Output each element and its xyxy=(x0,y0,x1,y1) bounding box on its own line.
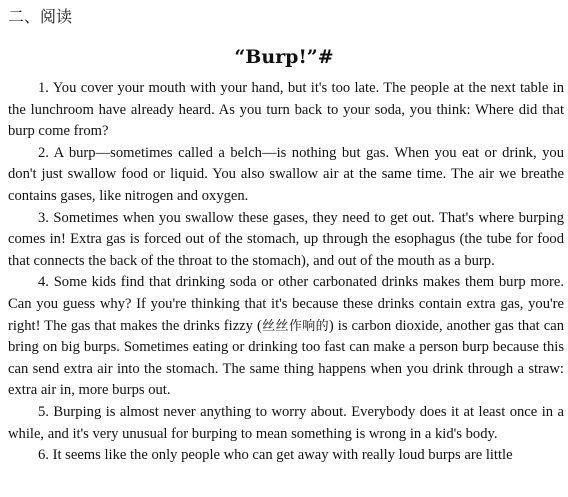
paragraph-5: 5. Burping is almost never anything to worry about. Everybody does it at least once in a while, and it's very unusual for burping to mean something is wrong in a kid's body. xyxy=(8,403,564,442)
article-body xyxy=(8,78,564,467)
paragraph-4-text-before: 4. Some kids find that drinking soda or other carbonated drinks makes them burp more. Can you guess why? If you're thinking that it's because these drinks contain extra gas, you're right! The gas that makes the drinks fizzy ( xyxy=(8,274,564,334)
paragraph-4 xyxy=(8,272,564,402)
paragraph-3: 3. Sometimes when you swallow these gases, they need to get out. That's where burping comes in! Extra gas is forced out of the stomach, up through the esophagus (the tube for food that connects the back of the throat to the stomach), and out of the mouth as a burp. xyxy=(8,209,564,269)
paragraph-6: 6. It seems like the only people who can get away with really loud burps are little xyxy=(38,447,513,464)
paragraph-4-text-after: ) is carbon dioxide, another gas that can bring on big burps. Sometimes eating or drinking too fast can make a person burp because this can send extra air into the stomach. The same thing happens when you drink through a straw: extra air in, more burps out. xyxy=(8,317,564,399)
section-heading: 二、阅读 xyxy=(8,7,73,26)
paragraph-1: 1. You cover your mouth with your hand, but it's too late. The people at the next table in the lunchroom have already heard. As you turn back to your soda, you think: Where did that burp come from? xyxy=(8,80,564,140)
article-title: “Burp!”# xyxy=(234,46,334,68)
chinese-gloss: 丝丝作响的 xyxy=(261,318,329,334)
paragraph-2: 2. A burp—sometimes called a belch—is nothing but gas. When you eat or drink, you don't just swallow food or liquid. You also swallow air at the same time. The air we breathe contains gases, like nitrogen and oxygen. xyxy=(8,144,564,204)
